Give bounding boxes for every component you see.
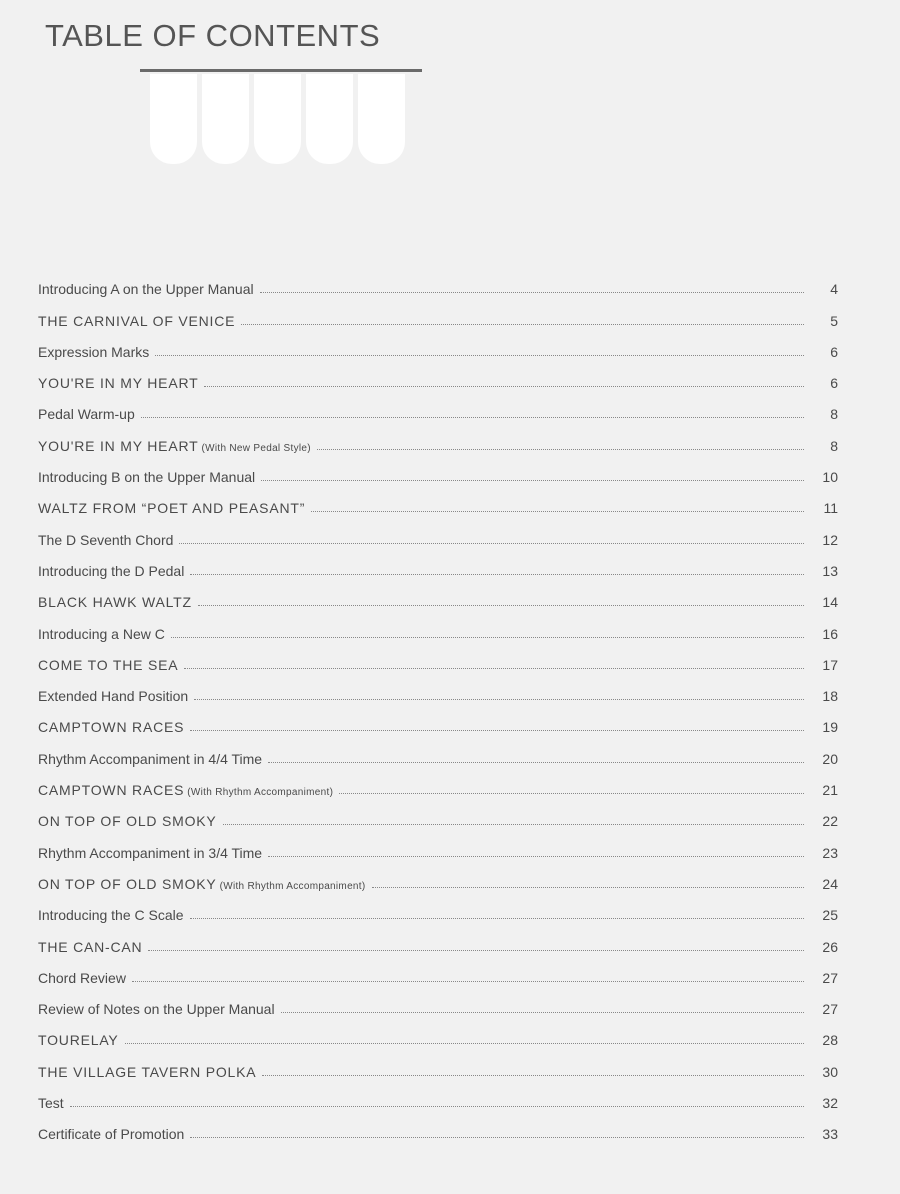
toc-entry-title: Rhythm Accompaniment in 4/4 Time bbox=[38, 750, 263, 767]
dot-leader bbox=[190, 730, 804, 731]
dot-leader bbox=[281, 1012, 804, 1013]
toc-entry-title: Certificate of Promotion bbox=[38, 1126, 185, 1143]
toc-entry bbox=[38, 454, 838, 485]
toc-entry bbox=[38, 391, 838, 422]
toc-entry-note: (With New Pedal Style) bbox=[201, 442, 311, 454]
toc-entry-title: Introducing the D Pedal bbox=[38, 562, 185, 579]
toc-entry bbox=[38, 767, 838, 798]
toc-entry-title: Extended Hand Position bbox=[38, 688, 189, 705]
dot-leader bbox=[260, 292, 804, 293]
toc-entry-title: WALTZ FROM “POET AND PEASANT” bbox=[38, 500, 306, 517]
dot-leader bbox=[155, 355, 804, 356]
toc-entry bbox=[38, 642, 838, 673]
toc-entry-page: 13 bbox=[822, 562, 838, 579]
toc-entry bbox=[38, 798, 838, 829]
toc-entry-title: Introducing the C Scale bbox=[38, 907, 184, 924]
dot-leader bbox=[70, 1106, 804, 1107]
toc-entry bbox=[38, 1111, 838, 1142]
toc-entry-page: 27 bbox=[822, 1001, 838, 1018]
toc-entry-note: (With Rhythm Accompaniment) bbox=[219, 880, 366, 892]
toc-entry-title: The D Seventh Chord bbox=[38, 531, 174, 548]
dot-leader bbox=[223, 824, 804, 825]
dot-leader bbox=[268, 856, 804, 857]
piano-key bbox=[358, 74, 405, 164]
toc-entry-page: 23 bbox=[822, 844, 838, 861]
toc-entry-page: 20 bbox=[822, 750, 838, 767]
toc-entry-page: 14 bbox=[822, 594, 838, 611]
toc-entry-page: 32 bbox=[822, 1095, 838, 1112]
toc-entry-page: 27 bbox=[822, 969, 838, 986]
dot-leader bbox=[262, 1075, 804, 1076]
piano-key bbox=[254, 74, 301, 164]
toc-entry bbox=[38, 1048, 838, 1079]
toc-entry bbox=[38, 579, 838, 610]
dot-leader bbox=[317, 449, 804, 450]
toc-entry-title: Chord Review bbox=[38, 969, 126, 986]
toc-entry-title: Test bbox=[38, 1095, 64, 1112]
toc-entry-page: 10 bbox=[822, 469, 838, 486]
toc-entry bbox=[38, 704, 838, 735]
toc-entry-title: THE CAN-CAN bbox=[38, 938, 143, 955]
toc-entry-title: Introducing B on the Upper Manual bbox=[38, 469, 256, 486]
toc-entry-title: Rhythm Accompaniment in 3/4 Time bbox=[38, 844, 263, 861]
toc-entry-page: 28 bbox=[822, 1032, 838, 1049]
toc-entry-page: 24 bbox=[822, 875, 838, 892]
toc-entry-title: ON TOP OF OLD SMOKY bbox=[38, 813, 217, 830]
dot-leader bbox=[194, 699, 804, 700]
toc-entry-page: 21 bbox=[822, 782, 838, 799]
dot-leader bbox=[311, 511, 804, 512]
toc-entry bbox=[38, 610, 838, 641]
toc-entry bbox=[38, 735, 838, 766]
dot-leader bbox=[148, 950, 804, 951]
dot-leader bbox=[125, 1043, 804, 1044]
toc-entry bbox=[38, 1017, 838, 1048]
toc-entry-title: THE VILLAGE TAVERN POLKA bbox=[38, 1063, 257, 1080]
toc-entry-page: 8 bbox=[830, 406, 838, 423]
piano-key bbox=[150, 74, 197, 164]
toc-entry-page: 6 bbox=[830, 343, 838, 360]
toc-entry-title: YOU'RE IN MY HEART bbox=[38, 437, 199, 454]
dot-leader bbox=[268, 762, 804, 763]
piano-key bbox=[202, 74, 249, 164]
toc-entry-page: 22 bbox=[822, 813, 838, 830]
toc-entry bbox=[38, 829, 838, 860]
toc-entry bbox=[38, 329, 838, 360]
toc-entry-page: 26 bbox=[822, 938, 838, 955]
toc-entry-page: 6 bbox=[830, 375, 838, 392]
toc-entry bbox=[38, 923, 838, 954]
toc-entry bbox=[38, 955, 838, 986]
toc-entry-title: COME TO THE SEA bbox=[38, 656, 179, 673]
dot-leader bbox=[190, 1137, 804, 1138]
toc-entry-title: CAMPTOWN RACES bbox=[38, 719, 185, 736]
toc-entry-page: 33 bbox=[822, 1126, 838, 1143]
toc-list bbox=[38, 266, 838, 1142]
toc-entry-page: 30 bbox=[822, 1063, 838, 1080]
piano-key bbox=[306, 74, 353, 164]
dot-leader bbox=[261, 480, 804, 481]
toc-entry-title: CAMPTOWN RACES bbox=[38, 782, 185, 799]
toc-entry-page: 17 bbox=[822, 656, 838, 673]
toc-entry bbox=[38, 986, 838, 1017]
toc-entry-page: 25 bbox=[822, 907, 838, 924]
toc-entry bbox=[38, 673, 838, 704]
dot-leader bbox=[171, 637, 804, 638]
toc-entry bbox=[38, 360, 838, 391]
toc-entry-title: YOU'RE IN MY HEART bbox=[38, 375, 199, 392]
dot-leader bbox=[372, 887, 805, 888]
toc-entry bbox=[38, 548, 838, 579]
toc-entry-page: 18 bbox=[822, 688, 838, 705]
toc-entry bbox=[38, 297, 838, 328]
toc-entry-title: Pedal Warm-up bbox=[38, 406, 135, 423]
title-rule bbox=[140, 69, 422, 72]
toc-entry-title: Expression Marks bbox=[38, 343, 150, 360]
toc-entry-page: 5 bbox=[830, 312, 838, 329]
toc-entry bbox=[38, 485, 838, 516]
toc-entry bbox=[38, 861, 838, 892]
dot-leader bbox=[184, 668, 804, 669]
piano-keys-graphic bbox=[150, 74, 405, 164]
toc-entry bbox=[38, 516, 838, 547]
toc-entry bbox=[38, 892, 838, 923]
toc-entry-title: THE CARNIVAL OF VENICE bbox=[38, 312, 236, 329]
toc-entry-title: Review of Notes on the Upper Manual bbox=[38, 1001, 275, 1018]
page-title: TABLE OF CONTENTS bbox=[45, 18, 381, 53]
dot-leader bbox=[241, 324, 804, 325]
toc-entry-title: BLACK HAWK WALTZ bbox=[38, 594, 192, 611]
toc-entry-title: TOURELAY bbox=[38, 1032, 119, 1049]
toc-entry bbox=[38, 1080, 838, 1111]
dot-leader bbox=[141, 417, 804, 418]
dot-leader bbox=[339, 793, 804, 794]
toc-entry bbox=[38, 266, 838, 297]
toc-entry bbox=[38, 422, 838, 453]
dot-leader bbox=[179, 543, 804, 544]
dot-leader bbox=[198, 605, 804, 606]
toc-entry-page: 4 bbox=[830, 281, 838, 298]
dot-leader bbox=[132, 981, 804, 982]
toc-entry-page: 19 bbox=[822, 719, 838, 736]
toc-entry-page: 11 bbox=[823, 500, 838, 517]
toc-entry-title: Introducing a New C bbox=[38, 625, 165, 642]
toc-entry-note: (With Rhythm Accompaniment) bbox=[187, 787, 334, 799]
toc-entry-title: Introducing A on the Upper Manual bbox=[38, 281, 254, 298]
dot-leader bbox=[190, 918, 804, 919]
toc-entry-page: 8 bbox=[830, 437, 838, 454]
dot-leader bbox=[190, 574, 804, 575]
toc-entry-page: 16 bbox=[822, 625, 838, 642]
toc-entry-title: ON TOP OF OLD SMOKY bbox=[38, 875, 217, 892]
toc-entry-page: 12 bbox=[822, 531, 838, 548]
dot-leader bbox=[204, 386, 804, 387]
